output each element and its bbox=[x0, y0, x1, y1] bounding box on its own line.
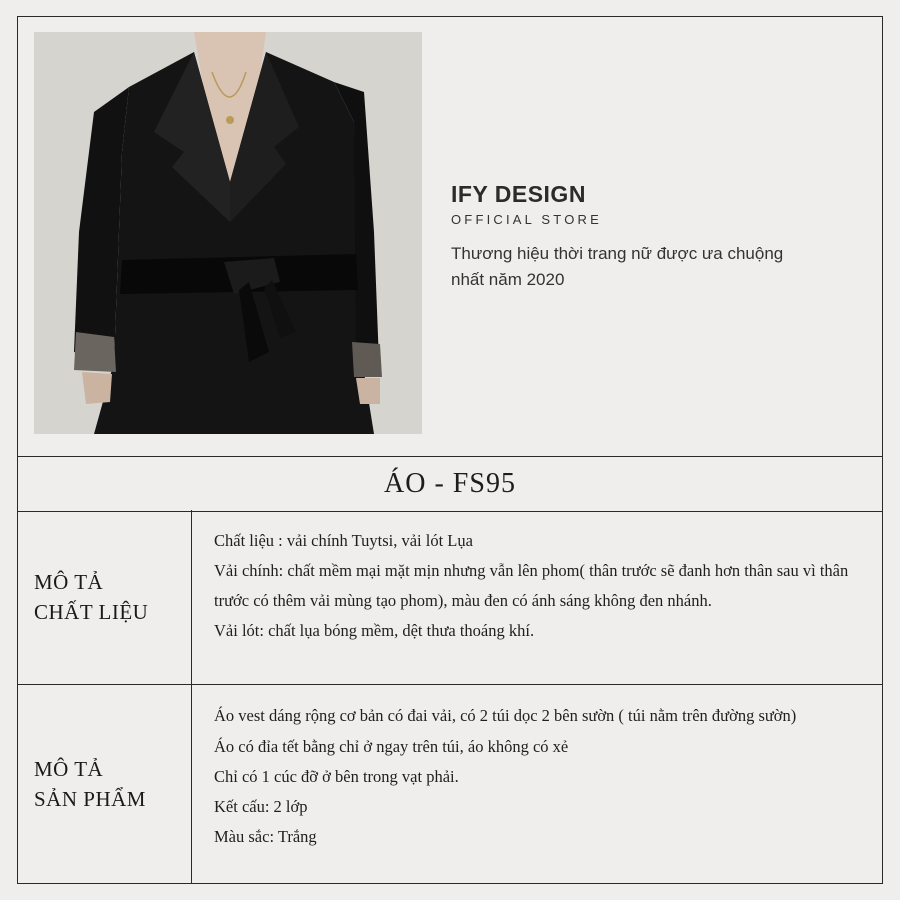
product-label-line2: SẢN PHẨM bbox=[34, 787, 146, 811]
brand-name: IFY DESIGN bbox=[451, 181, 586, 207]
blazer-model-image bbox=[34, 32, 422, 434]
product-line: Chỉ có 1 cúc đỡ ở bên trong vạt phải. bbox=[214, 767, 459, 786]
product-line: Kết cấu: 2 lớp bbox=[214, 797, 308, 816]
material-label-line1: MÔ TẢ bbox=[34, 570, 104, 594]
brand-block bbox=[451, 181, 871, 293]
brand-tagline: Thương hiệu thời trang nữ được ưa chuộng nhất năm 2020 bbox=[451, 244, 784, 289]
product-line: Màu sắc: Trắng bbox=[214, 827, 317, 846]
material-label-line2: CHẤT LIỆU bbox=[34, 600, 149, 624]
material-line: Chất liệu : vải chính Tuytsi, vải lót Lụa bbox=[214, 531, 473, 550]
material-line: Vải chính: chất mềm mại mặt mịn nhưng vẫn lên phom( thân trước sẽ đanh hơn thân sau vì thân trước có thêm vải mùng tạo phom), màu đen có ánh sáng không đen nhánh. bbox=[214, 561, 849, 610]
brand-subtitle: OFFICIAL STORE bbox=[451, 212, 602, 227]
product-line: Áo vest dáng rộng cơ bản có đai vải, có 2 túi dọc 2 bên sườn ( túi nằm trên đường sườn) bbox=[214, 706, 797, 725]
product-label bbox=[18, 685, 192, 883]
material-line: Vải lót: chất lụa bóng mềm, dệt thưa thoáng khí. bbox=[214, 621, 535, 640]
product-title: ÁO - FS95 bbox=[384, 468, 516, 499]
product-details bbox=[192, 685, 882, 883]
product-line: Áo có đỉa tết bằng chỉ ở ngay trên túi, áo không có xẻ bbox=[214, 737, 569, 756]
product-photo bbox=[34, 32, 422, 434]
product-sheet bbox=[17, 16, 883, 884]
product-label-line1: MÔ TẢ bbox=[34, 757, 104, 781]
material-description-row bbox=[18, 510, 882, 685]
material-label bbox=[18, 510, 192, 684]
material-details bbox=[192, 510, 882, 684]
hero-section bbox=[18, 17, 882, 456]
product-title-row bbox=[18, 456, 882, 512]
product-description-row bbox=[18, 685, 882, 883]
